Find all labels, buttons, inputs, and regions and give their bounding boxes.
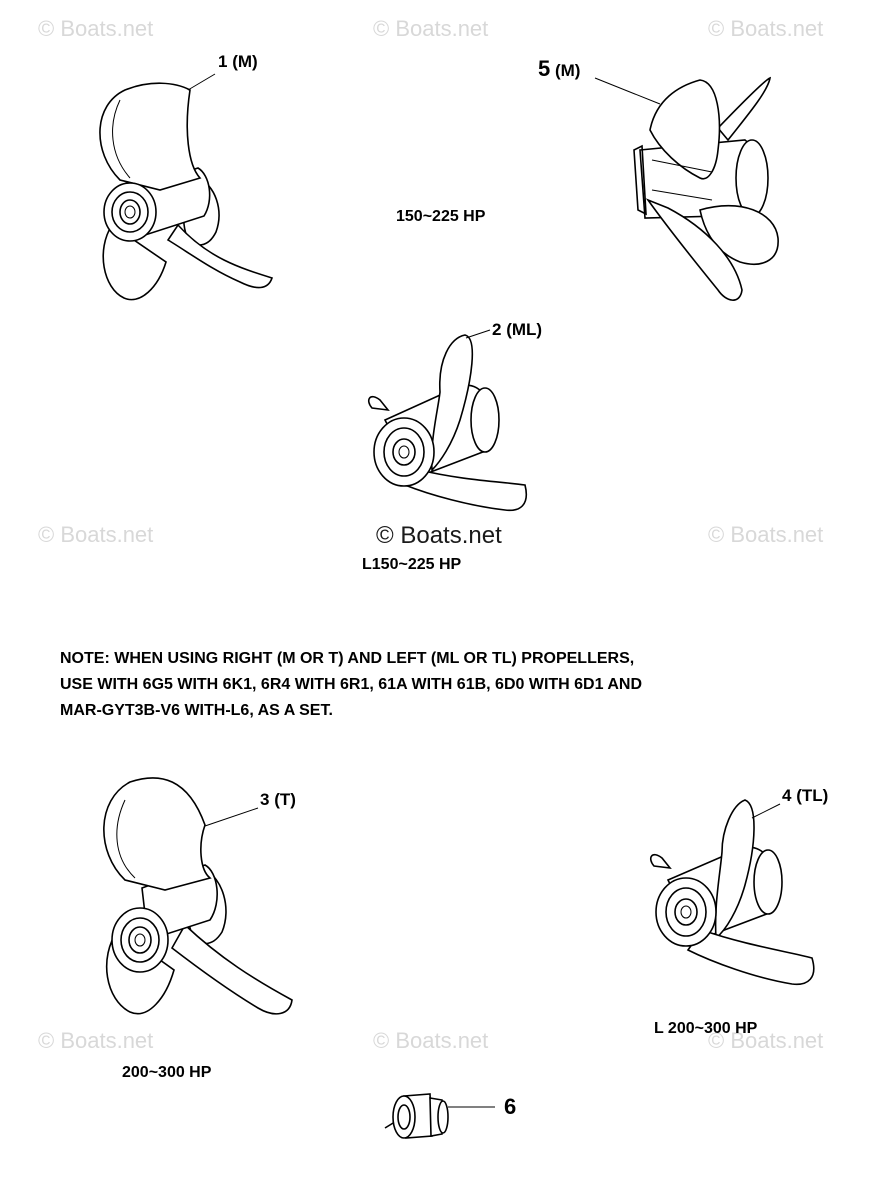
hp-label-bottom-right: L 200~300 HP — [654, 1020, 758, 1037]
watermark: © Boats.net — [373, 1028, 489, 1053]
note-line: USE WITH 6G5 WITH 6K1, 6R4 WITH 6R1, 61A WITH 61B, 6D0 WITH 6D1 AND — [60, 676, 643, 693]
propeller-4-drawing — [651, 800, 814, 984]
note-line: MAR-GYT3B-V6 WITH-L6, AS A SET. — [60, 702, 333, 719]
part-code: (T) — [274, 790, 296, 809]
propeller-5-drawing — [595, 78, 778, 300]
watermark: © Boats.net — [38, 16, 154, 41]
part-code: (M) — [232, 52, 258, 71]
note-line: NOTE: WHEN USING RIGHT (M OR T) AND LEFT (ML OR TL) PROPELLERS, — [60, 650, 635, 667]
watermark: © Boats.net — [38, 522, 154, 547]
part-number: 2 — [492, 320, 502, 339]
part-number: 4 — [782, 786, 792, 805]
propeller-1-drawing — [100, 74, 272, 300]
watermark: © Boats.net — [38, 1028, 154, 1053]
part-number: 1 — [218, 52, 228, 71]
part-number: 6 — [504, 1094, 517, 1119]
propeller-3-drawing — [104, 778, 292, 1014]
part-number: 3 — [260, 790, 270, 809]
part-code: (ML) — [506, 320, 543, 339]
center-watermark: © Boats.net — [376, 522, 502, 549]
callout-part-6 — [504, 1094, 516, 1120]
propeller-2-drawing — [369, 330, 527, 510]
callout-part-5 — [538, 56, 580, 82]
callout-part-3 — [260, 790, 296, 810]
part-number: 5 — [538, 56, 551, 81]
watermark: © Boats.net — [708, 16, 824, 41]
part-6-drawing — [385, 1094, 495, 1138]
hp-label-middle: L150~225 HP — [362, 556, 462, 573]
hp-label-top: 150~225 HP — [396, 208, 486, 225]
callout-part-4 — [782, 786, 828, 806]
watermark: © Boats.net — [373, 16, 489, 41]
usage-note — [60, 646, 820, 724]
hp-label-bottom-left: 200~300 HP — [122, 1064, 212, 1081]
callout-part-2 — [492, 320, 542, 340]
part-code: (M) — [554, 61, 581, 80]
watermark: © Boats.net — [708, 522, 824, 547]
part-code: (TL) — [796, 786, 829, 805]
watermark: © Boats.net — [708, 1028, 824, 1053]
callout-part-1 — [218, 52, 258, 72]
